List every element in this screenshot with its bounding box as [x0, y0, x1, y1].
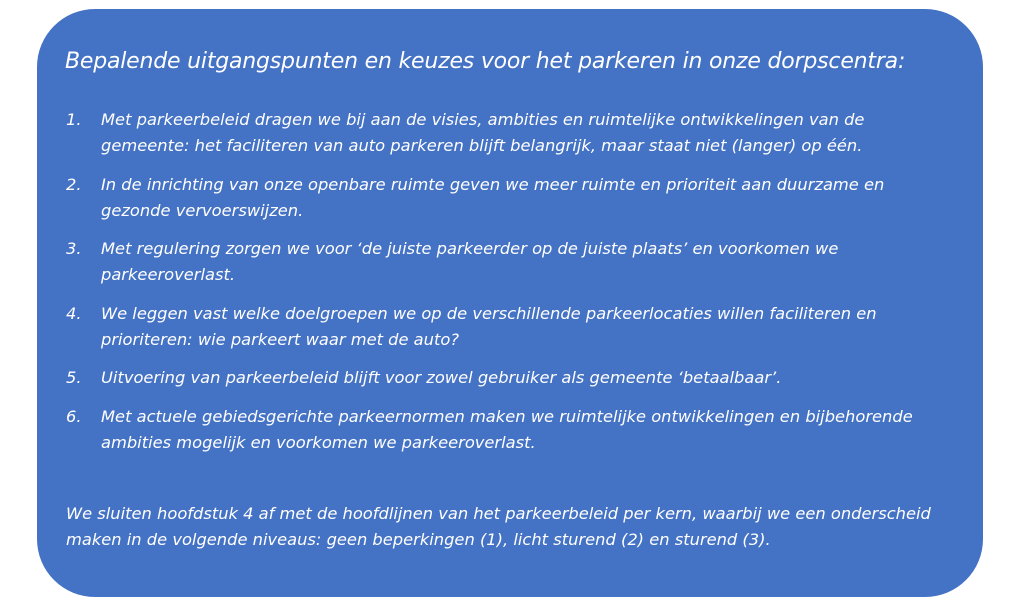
list-item-number: 4.: [66, 303, 82, 323]
principles-list: [66, 107, 956, 468]
list-item-text: Met parkeerbeleid dragen we bij aan de visies, ambities en ruimtelijke ontwikkelingen van de gemeente: het faciliteren van auto parkeren blijft belangrijk, maar staat niet (langer) op één.: [101, 110, 865, 155]
list-item-number: 6.: [66, 406, 82, 426]
list-item-number: 1.: [66, 110, 82, 129]
closing-paragraph: We sluiten hoofdstuk 4 af met de hoofdlijnen van het parkeerbeleid per kern, waarbij we een onderscheid maken in de volgende niveaus: geen beperkingen (1), licht sturend (2) en sturend (3).: [66, 504, 931, 549]
list-item-text: Uitvoering van parkeerbeleid blijft voor zowel gebruiker als gemeente ‘betaalbaar’.: [101, 368, 782, 387]
card-title: Bepalende uitgangspunten en keuzes voor het parkeren in onze dorpscentra:: [65, 49, 906, 74]
list-item: [66, 236, 956, 288]
list-item-text: We leggen vast welke doelgroepen we op de verschillende parkeerlocaties willen faciliteren en prioriteren: wie parkeert waar met de auto?: [101, 303, 877, 349]
list-item-number: 2.: [66, 174, 82, 194]
list-item: [66, 301, 956, 353]
list-item-text: Met actuele gebiedsgerichte parkeernormen maken we ruimtelijke ontwikkelingen en bijbehorende ambities mogelijk en voorkomen we parkeeroverlast.: [101, 406, 913, 452]
list-item: [66, 172, 956, 224]
list-item-number: 3.: [66, 239, 82, 258]
list-item: [66, 365, 956, 391]
list-item: [66, 107, 956, 159]
list-item-text: In de inrichting van onze openbare ruimte geven we meer ruimte en prioriteit aan duurzame en gezonde vervoerswijzen.: [101, 174, 885, 220]
list-item-number: 5.: [66, 368, 82, 387]
list-item: [66, 404, 956, 456]
list-item-text: Met regulering zorgen we voor ‘de juiste parkeerder op de juiste plaats’ en voorkomen we parkeeroverlast.: [101, 239, 839, 284]
info-card: [37, 9, 983, 597]
